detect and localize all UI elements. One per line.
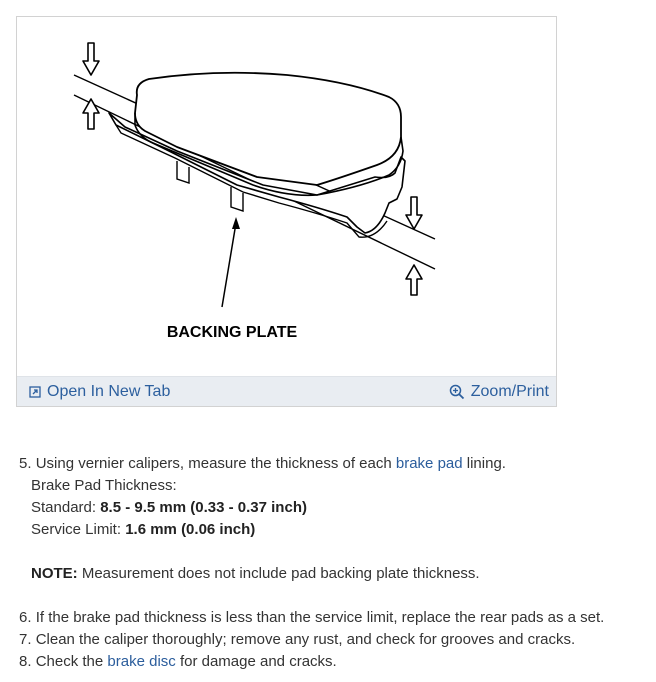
arrow-down-right-icon: [406, 197, 422, 229]
zoom-print-label: Zoom/Print: [470, 382, 549, 400]
instructions-body: [19, 453, 649, 673]
open-in-new-tab-label: Open In New Tab: [47, 382, 171, 400]
note-label: NOTE:: [31, 565, 78, 582]
arrow-up-left-icon: [83, 99, 99, 129]
arrow-down-left-icon: [83, 43, 99, 75]
step-text: for damage and cracks.: [179, 653, 337, 670]
magnifier-plus-icon: [449, 384, 465, 400]
brake-pad-diagram: [17, 17, 556, 377]
step-6: [19, 607, 649, 629]
step-5: [19, 453, 649, 475]
step-text: Using vernier calipers, measure the thickness of each: [35, 455, 392, 472]
spec-limit-label: Service Limit:: [31, 521, 122, 538]
step-text: If the brake pad thickness is less than the service limit, replace the rear pads as a set.: [35, 609, 605, 626]
open-new-tab-icon: [29, 386, 41, 398]
brake-pad-link[interactable]: brake pad: [395, 455, 463, 472]
brake-disc-link[interactable]: brake disc: [107, 653, 176, 670]
step-text: Check the: [35, 653, 104, 670]
leader-arrowhead: [232, 217, 240, 229]
step-number: 8.: [19, 653, 32, 670]
figure-container: [16, 16, 557, 407]
spec-standard-label: Standard:: [31, 499, 97, 516]
spec-standard: [19, 497, 649, 519]
spacer: [19, 585, 649, 607]
arrow-up-right-icon: [406, 265, 422, 295]
spec-limit-value: 1.6 mm (0.06 inch): [125, 521, 256, 538]
step-number: 6.: [19, 609, 32, 626]
step-number: 7.: [19, 631, 32, 648]
spec-standard-value: 8.5 - 9.5 mm (0.33 - 0.37 inch): [100, 499, 307, 516]
step-text: lining.: [466, 455, 506, 472]
spec-service-limit: [19, 519, 649, 541]
backing-plate-label: BACKING PLATE: [166, 324, 298, 341]
note: [19, 563, 649, 585]
figure-toolbar: [17, 376, 556, 406]
open-in-new-tab-link[interactable]: [29, 383, 170, 401]
spacer: [19, 541, 649, 563]
spec-heading: Brake Pad Thickness:: [31, 477, 177, 494]
pad-lining-shape: [135, 73, 401, 185]
step-text: Clean the caliper thoroughly; remove any rust, and check for grooves and cracks.: [35, 631, 576, 648]
step-number: 5.: [19, 455, 32, 472]
step-8: [19, 651, 649, 673]
note-text: Measurement does not include pad backing plate thickness.: [81, 565, 480, 582]
step-7: [19, 629, 649, 651]
leader-line: [222, 223, 236, 307]
zoom-print-link[interactable]: [449, 383, 549, 401]
